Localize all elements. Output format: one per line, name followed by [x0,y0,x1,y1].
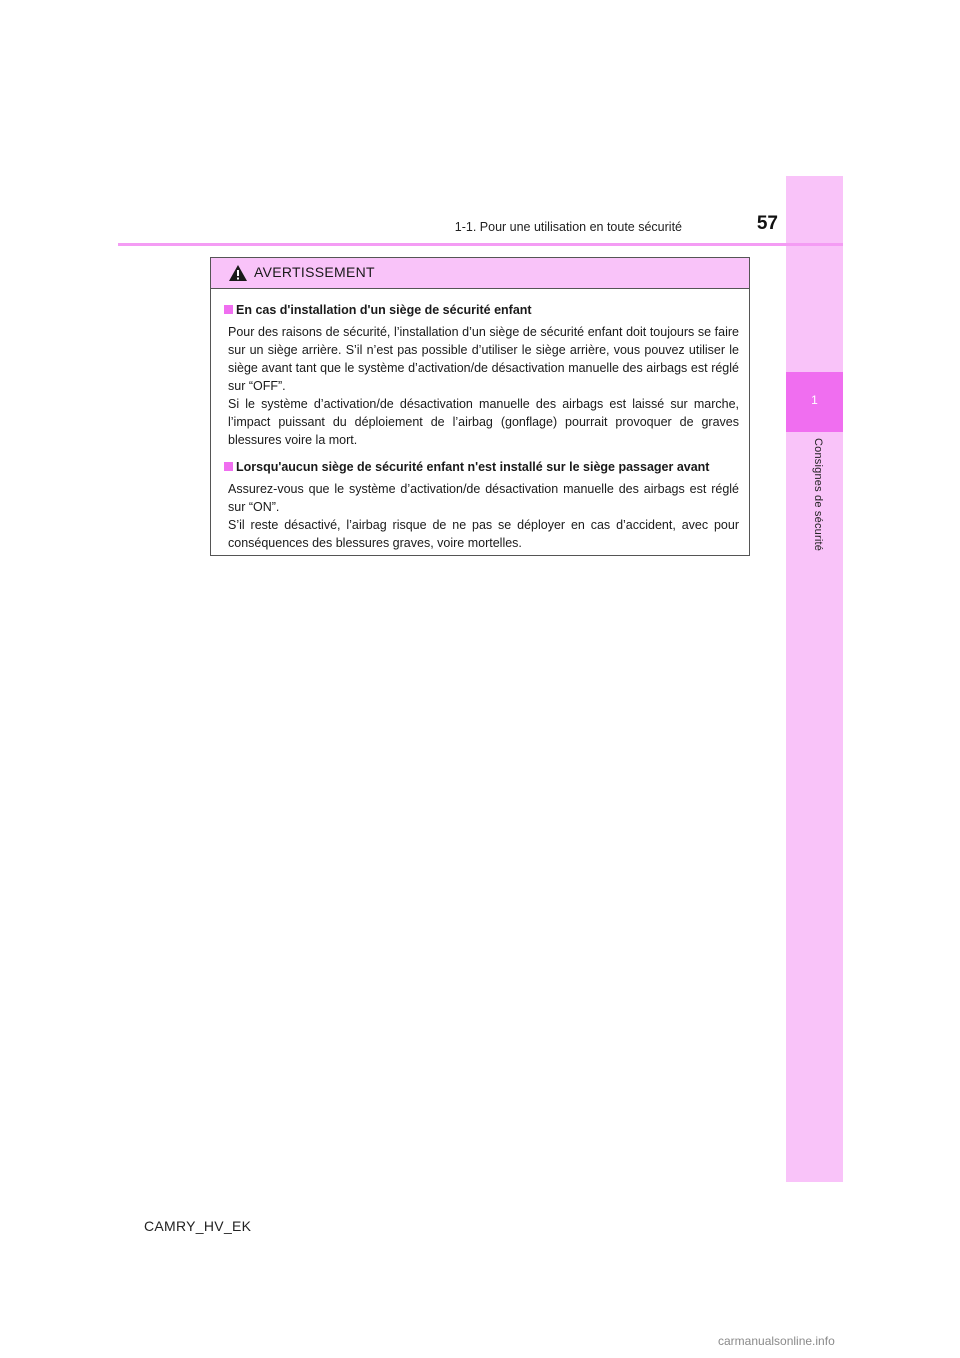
warning-triangle-icon [228,264,248,282]
warning-paragraph: S’il reste désactivé, l’airbag risque de ne pas se déployer en cas d’accident, avec pour conséquences des blessures graves, voire mortelles. [228,518,739,550]
warning-box [210,257,750,556]
warning-title: AVERTISSEMENT [254,264,375,280]
warning-paragraph: Si le système d’activation/de désactivation manuelle des airbags est laissé sur marche, l’impact puissant du déploiement de l’airbag (gonflage) pourrait provoquer de graves blessures voire la mort. [228,397,739,447]
bullet-square-icon [224,305,233,314]
warning-body [211,289,749,552]
bullet-square-icon [224,462,233,471]
warning-header [211,258,749,289]
chapter-label: Consignes de sécurité [812,438,824,552]
chapter-number: 1 [786,372,843,432]
chapter-side-tab [786,176,843,1182]
header-divider [118,243,843,246]
warning-item-heading-text: En cas d'installation d'un siège de sécurité enfant [236,303,532,317]
warning-item-heading [224,458,739,476]
section-title: 1-1. Pour une utilisation en toute sécurité [454,220,682,234]
warning-paragraph: Assurez-vous que le système d’activation/de désactivation manuelle des airbags est réglé sur “ON”. [228,482,739,514]
model-code: CAMRY_HV_EK [144,1218,252,1234]
warning-item-heading [224,301,739,319]
page-number: 57 [756,213,778,234]
watermark-text: carmanualsonline.info [718,1334,835,1348]
warning-item-heading-text: Lorsqu'aucun siège de sécurité enfant n'est installé sur le siège passager avant [236,460,710,474]
warning-paragraph: Pour des raisons de sécurité, l’installation d’un siège de sécurité enfant doit toujours se faire sur un siège arrière. S’il n’est pas possible d’utiliser le siège arrière, vous pouvez utiliser le siège avant tant que le système d’activation/de désactivation manuelle des airbags est réglé sur “OFF”. [228,325,739,393]
